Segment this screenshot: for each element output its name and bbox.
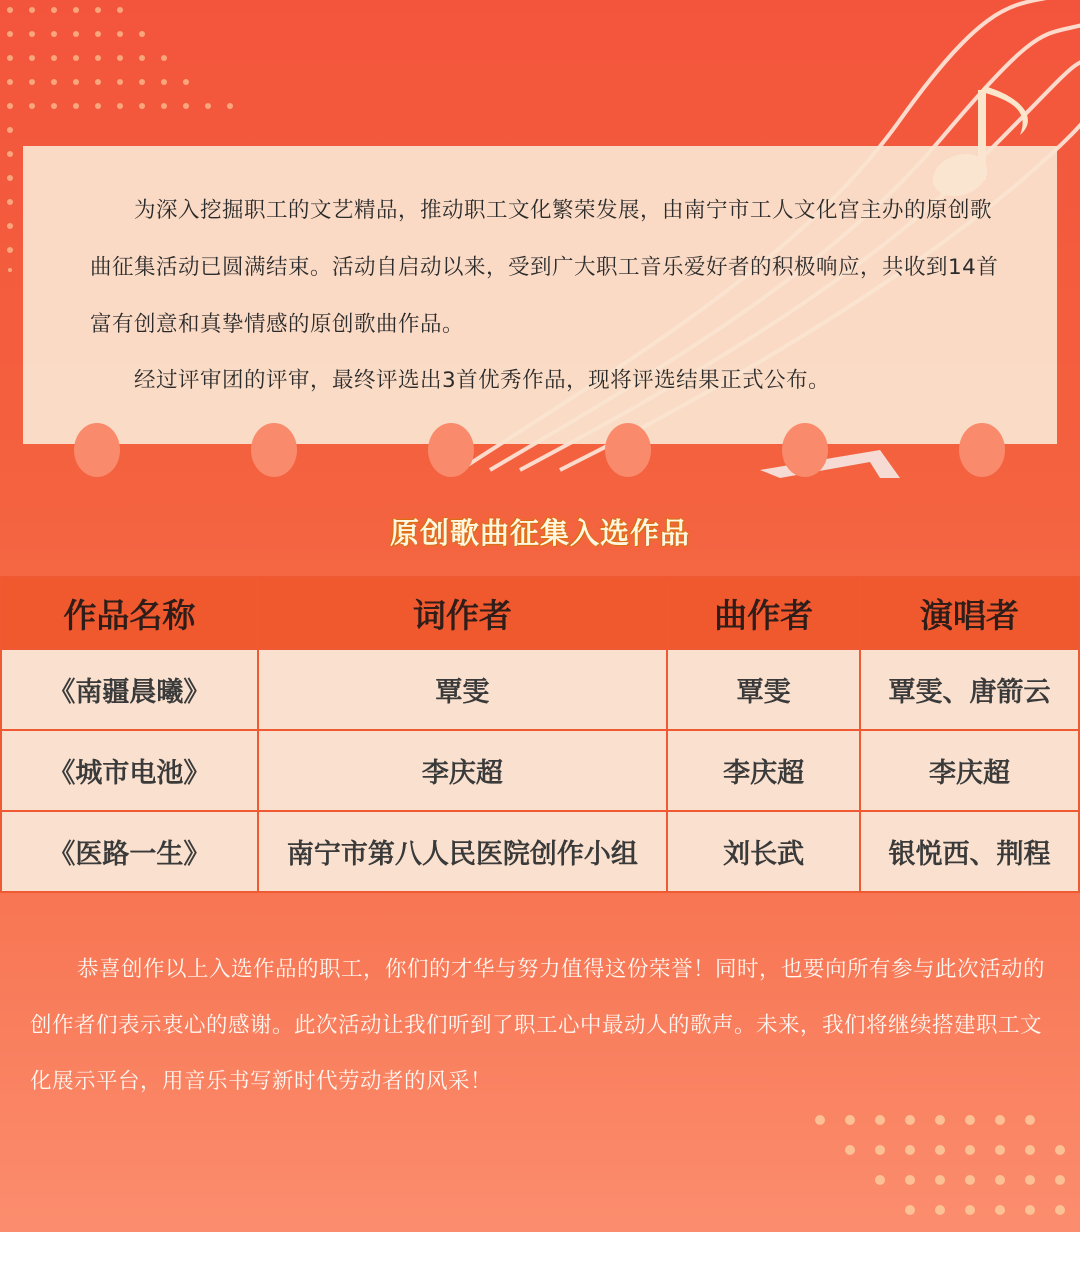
cell-lyricist: 覃雯 (258, 649, 667, 730)
dots-decoration-right (800, 1100, 1080, 1232)
cell-singer: 覃雯、唐箭云 (860, 649, 1079, 730)
deco-circle (251, 423, 297, 477)
header-singer: 演唱者 (860, 577, 1079, 649)
works-table (0, 576, 1080, 893)
table-header-row (1, 577, 1079, 649)
cell-composer: 覃雯 (667, 649, 860, 730)
intro-paragraph-2: 经过评审团的评审，最终评选出3首优秀作品，现将评选结果正式公布。 (134, 368, 831, 393)
cell-singer: 银悦西、荆程 (860, 811, 1079, 892)
cell-title: 《南疆晨曦》 (1, 649, 258, 730)
cell-lyricist: 南宁市第八人民医院创作小组 (258, 811, 667, 892)
deco-circle (74, 423, 120, 477)
deco-circle (959, 423, 1005, 477)
cell-singer: 李庆超 (860, 730, 1079, 811)
header-title: 作品名称 (1, 577, 258, 649)
cell-title: 《医路一生》 (1, 811, 258, 892)
section-title: 原创歌曲征集入选作品 (389, 516, 690, 550)
cell-composer: 李庆超 (667, 730, 860, 811)
intro-card (23, 146, 1057, 444)
deco-circle (428, 423, 474, 477)
table-row (1, 811, 1079, 892)
intro-paragraph-1: 为深入挖掘职工的文艺精品，推动职工文化繁荣发展，由南宁市工人文化宫主办的原创歌曲征集活动已圆满结束。活动自启动以来，受到广大职工音乐爱好者的积极响应，共收到14首富有创意和真挚情感的原创歌曲作品。 (90, 198, 999, 337)
deco-circle (605, 423, 651, 477)
deco-circle (782, 423, 828, 477)
closing-paragraph: 恭喜创作以上入选作品的职工，你们的才华与努力值得这份荣誉！同时，也要向所有参与此次活动的创作者们表示衷心的感谢。此次活动让我们听到了职工心中最动人的歌声。未来，我们将继续搭建职工文化展示平台，用音乐书写新时代劳动者的风采！ (30, 957, 1046, 1094)
table-row (1, 730, 1079, 811)
cell-title: 《城市电池》 (1, 730, 258, 811)
cell-lyricist: 李庆超 (258, 730, 667, 811)
header-lyricist: 词作者 (258, 577, 667, 649)
cell-composer: 刘长武 (667, 811, 860, 892)
header-composer: 曲作者 (667, 577, 860, 649)
table-row (1, 649, 1079, 730)
